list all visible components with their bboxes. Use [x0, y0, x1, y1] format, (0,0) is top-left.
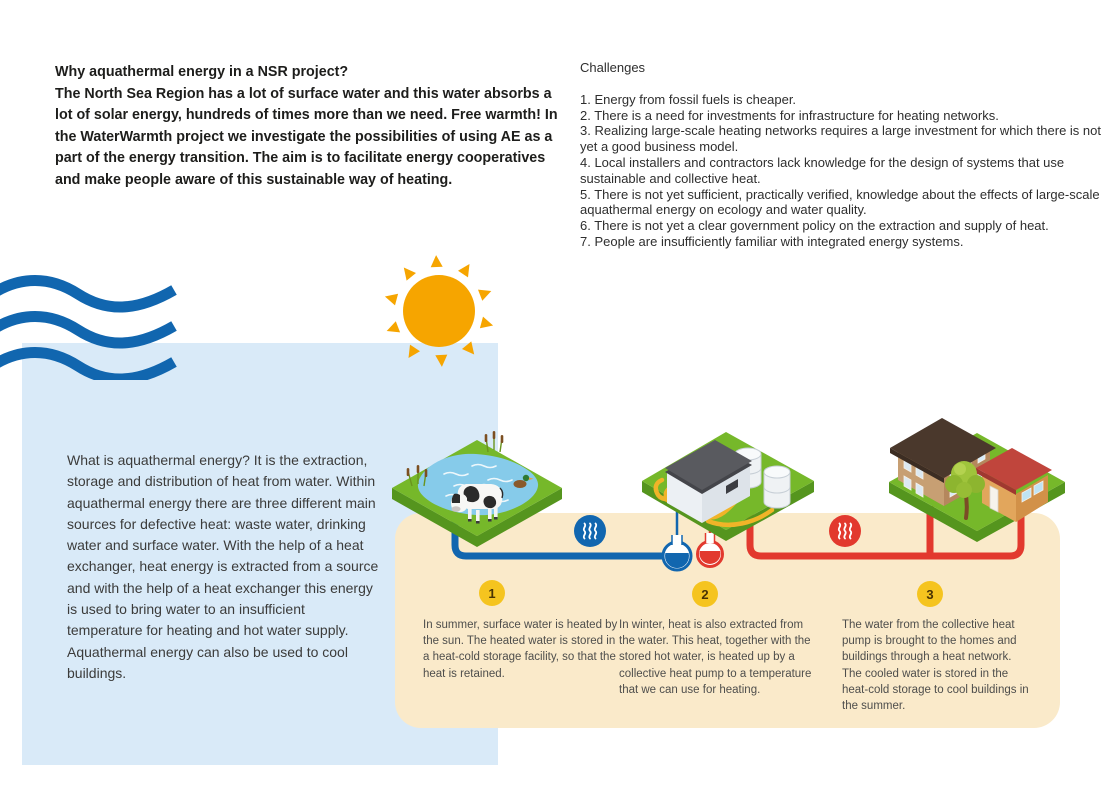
cold-water-icon — [574, 515, 606, 547]
storage-tank-2 — [764, 466, 790, 508]
step-3-caption: The water from the collective heat pump is brought to the homes and buildings through a heat network. The cooled water is stored in the heat-cold storage to cool buildings in the summer. — [842, 619, 1029, 713]
challenge-item-2: 2. There is a need for investments for infrastructure for heating networks. — [580, 107, 999, 123]
heat-icon — [829, 515, 861, 547]
step-2-badge: 2 — [692, 581, 718, 607]
intro-heading: Why aquathermal energy in a NSR project? — [55, 64, 349, 80]
aside-paragraph: What is aquathermal energy? It is the extraction, storage and distribution of heat from water. Within aquathermal energy there are three different main sources for defective heat: waste water, drinking water and surface water. With the help of a heat exchanger, heat energy is extracted from a source and with the help of a heat exchanger this energy is used to bring water to an insufficient temperature for heating and hot water supply. Aquathermal energy can also be used to cool buildings. — [67, 452, 379, 681]
challenge-item-4: 4. Local installers and contractors lack knowledge for the design of systems that use sustainable and collective heat. — [580, 154, 1065, 186]
pond-illustration — [388, 424, 566, 548]
houses-illustration — [884, 396, 1070, 548]
challenge-item-6: 6. There is not yet a clear government policy on the extraction and supply of heat. — [580, 218, 1049, 234]
door — [990, 486, 998, 512]
step-3-badge: 3 — [917, 581, 943, 607]
step-1-badge: 1 — [479, 580, 505, 606]
challenge-item-1: 1. Energy from fossil fuels is cheaper. — [580, 91, 797, 107]
challenges-title: Challenges — [580, 60, 646, 75]
challenge-item-3: 3. Realizing large-scale heating networks requires a large investment for which there is not yet a good business model. — [580, 123, 1101, 155]
step-2-caption: In winter, heat is also extracted from the water. This heat, together with the stored hot water, is heated up by a collective heat pump to a temperature that we can use for heating. — [619, 619, 812, 696]
step-1-caption: In summer, surface water is heated by the sun. The heated water is stored in a heat-cold storage facility, so that the heat is retained. — [423, 619, 618, 680]
challenge-item-7: 7. People are insufficiently familiar with integrated energy systems. — [580, 233, 964, 249]
challenge-item-5: 5. There is not yet sufficient, practically verified, knowledge about the effects of large-scale aquathermal energy on ecology and water quality. — [580, 186, 1100, 218]
intro-body: The North Sea Region has a lot of surface water and this water absorbs a lot of solar energy, hundreds of times more than we need. Free warmth! In the WaterWarmth project we investigate the possibilities of using AE as a part of the energy transition. The aim is to facilitate energy cooperatives and make people aware of this sustainable way of heating. — [55, 85, 558, 188]
heat-pump-facility-illustration — [638, 424, 818, 548]
